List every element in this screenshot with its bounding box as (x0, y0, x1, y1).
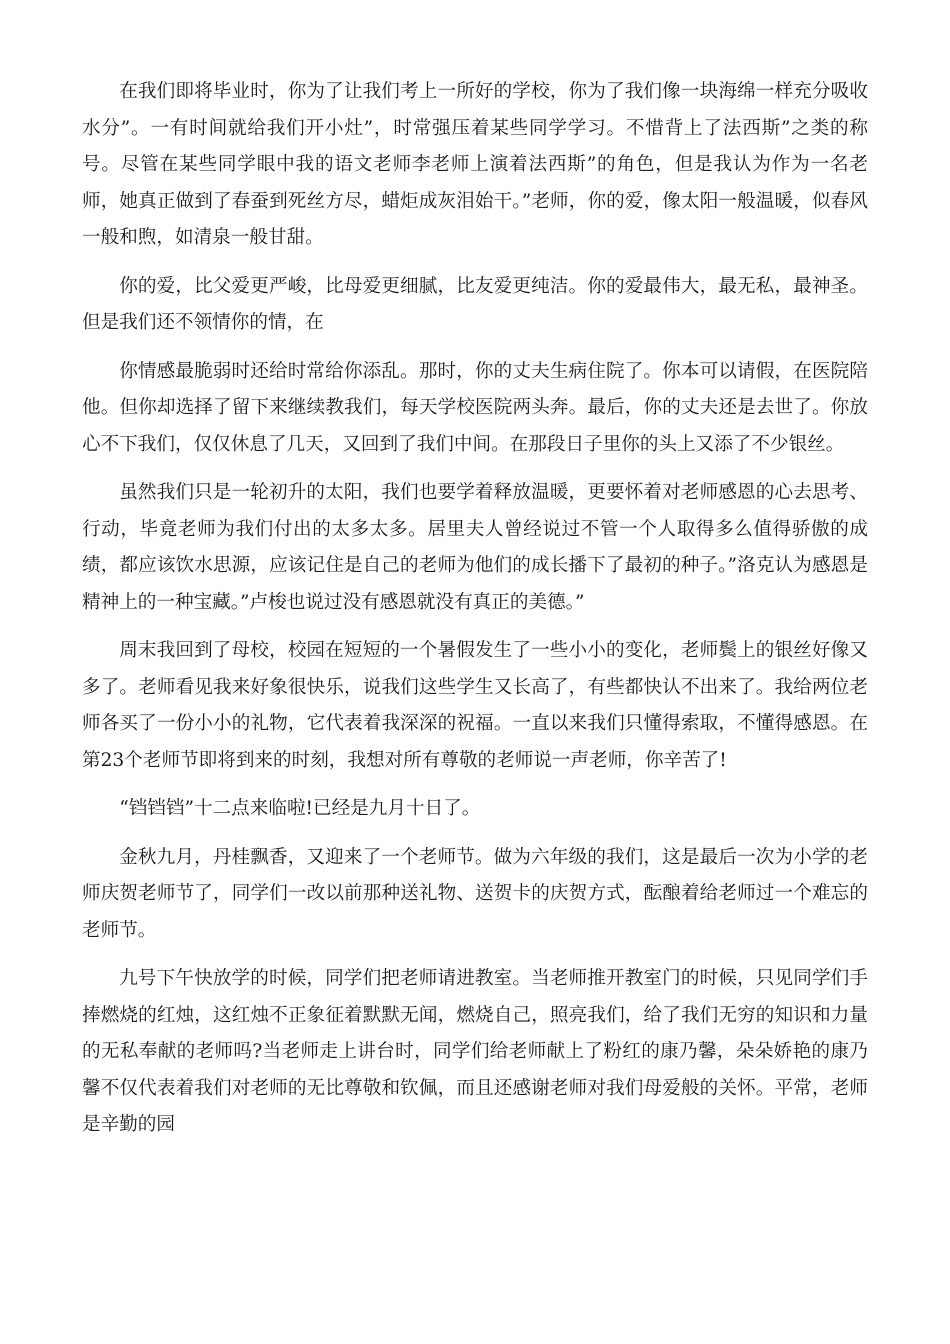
paragraph-classroom-celebration: 九号下午快放学的时候，同学们把老师请进教室。当老师推开教室门的时候，只见同学们手捧燃烧的红烛，这红烛不正象征着默默无闻，燃烧自己，照亮我们，给了我们无穷的知识和力量的无私奉献的老师吗?当老师走上讲台时，同学们给老师献上了粉红的康乃馨，朵朵娇艳的康乃馨不仅代表着我们对老师的无比尊敬和钦佩，而且还感谢老师对我们母爱般的关怀。平常，老师是辛勤的园 (82, 968, 868, 1135)
document-body (82, 74, 868, 1156)
paragraph-clock-strike: “铛铛铛”十二点来临啦!已经是九月十日了。 (119, 798, 481, 819)
paragraph-teacher-love: 你的爱，比父爱更严峻，比母爱更细腻，比友爱更纯洁。你的爱最伟大，最无私，最神圣。但是我们还不领情你的情，在 (82, 275, 868, 333)
paragraph-gratitude-graduation: 在我们即将毕业时，你为了让我们考上一所好的学校，你为了我们像一块海绵一样充分吸收水分”。一有时间就给我们开小灶”，时常强压着某些同学学习。不惜背上了法西斯”之类的称号。尽管在某些同学眼中我的语文老师李老师上演着法西斯”的角色，但是我认为作为一名老师，她真正做到了春蚕到死丝方尽，蜡炬成灰泪始干。”老师，你的爱，像太阳一般温暖，似春风一般和煦，如清泉一般甘甜。 (82, 81, 868, 248)
paragraph-teachers-day: 金秋九月，丹桂飘香，又迎来了一个老师节。做为六年级的我们，这是最后一次为小学的老师庆贺老师节了，同学们一改以前那种送礼物、送贺卡的庆贺方式，酝酿着给老师过一个难忘的老师节。 (82, 846, 868, 941)
paragraph-gratitude-quotes: 虽然我们只是一轮初升的太阳，我们也要学着释放温暖，更要怀着对老师感恩的心去思考、行动，毕竟老师为我们付出的太多太多。居里夫人曾经说过不管一个人取得多么值得骄傲的成绩，都应该饮水思源，应该记住是自己的老师为他们的成长播下了最初的种子。”洛克认为感恩是精神上的一种宝藏。”卢梭也说过没有感恩就没有真正的美德。” (82, 482, 868, 613)
paragraph-teacher-sacrifice: 你情感最脆弱时还给时常给你添乱。那时，你的丈夫生病住院了。你本可以请假，在医院陪他。但你却选择了留下来继续教我们，每天学校医院两头奔。最后，你的丈夫还是去世了。你放心不下我们，仅仅休息了几天，又回到了我们中间。在那段日子里你的头上又添了不少银丝。 (82, 360, 868, 455)
paragraph-school-visit: 周末我回到了母校，校园在短短的一个暑假发生了一些小小的变化，老师鬓上的银丝好像又多了。老师看见我来好象很快乐，说我们这些学生又长高了，有些都快认不出来了。我给两位老师各买了一份小小的礼物，它代表着我深深的祝福。一直以来我们只懂得索取，不懂得感恩。在第23个老师节即将到来的时刻，我想对所有尊敬的老师说一声老师，你辛苦了! (82, 640, 868, 771)
